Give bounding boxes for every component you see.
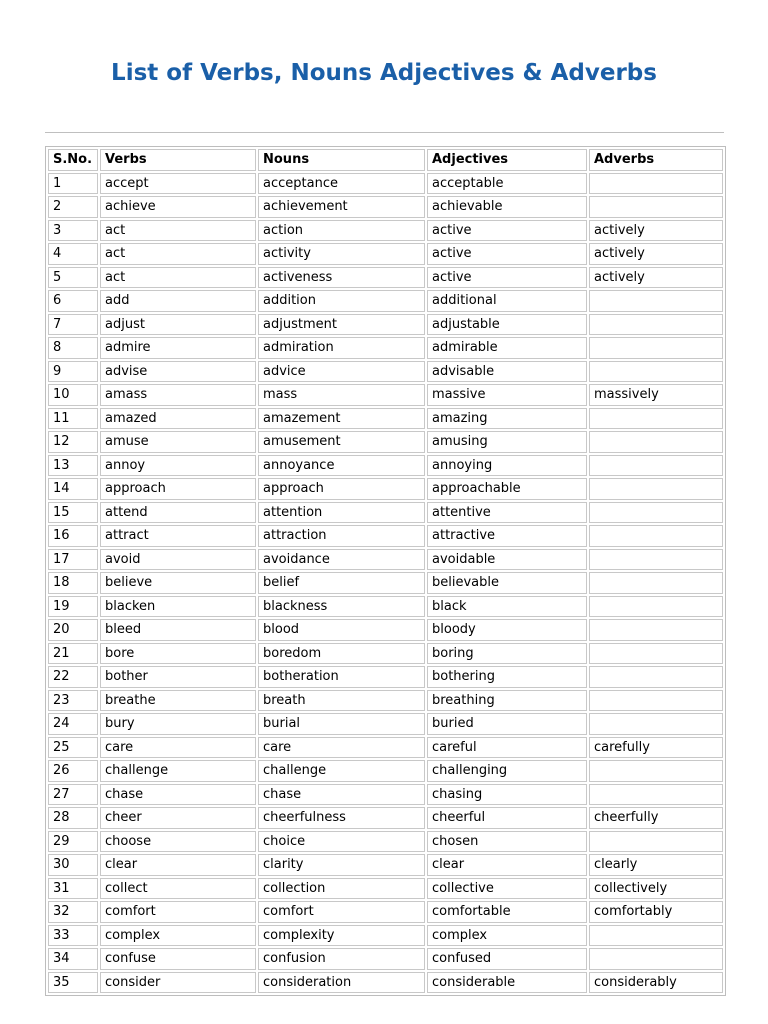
table-row	[48, 502, 723, 524]
cell-noun: chase	[258, 784, 425, 806]
cell-sno: 17	[48, 549, 98, 571]
table-row	[48, 549, 723, 571]
cell-adverb: carefully	[589, 737, 723, 759]
cell-verb: care	[100, 737, 256, 759]
cell-noun: annoyance	[258, 455, 425, 477]
cell-verb: comfort	[100, 901, 256, 923]
table-row	[48, 361, 723, 383]
cell-sno: 2	[48, 196, 98, 218]
cell-adjective: black	[427, 596, 587, 618]
cell-noun: acceptance	[258, 173, 425, 195]
cell-verb: challenge	[100, 760, 256, 782]
cell-sno: 20	[48, 619, 98, 641]
cell-sno: 9	[48, 361, 98, 383]
cell-adverb	[589, 337, 723, 359]
table-row	[48, 243, 723, 265]
cell-adjective: confused	[427, 948, 587, 970]
cell-verb: believe	[100, 572, 256, 594]
cell-sno: 21	[48, 643, 98, 665]
cell-adjective: collective	[427, 878, 587, 900]
cell-adverb	[589, 478, 723, 500]
cell-adjective: challenging	[427, 760, 587, 782]
cell-sno: 35	[48, 972, 98, 994]
cell-verb: bore	[100, 643, 256, 665]
header-adjectives: Adjectives	[427, 149, 587, 171]
page-title: List of Verbs, Nouns Adjectives & Adverbs	[111, 60, 657, 86]
table-row	[48, 878, 723, 900]
cell-adjective: bothering	[427, 666, 587, 688]
table-row	[48, 596, 723, 618]
cell-verb: admire	[100, 337, 256, 359]
cell-sno: 5	[48, 267, 98, 289]
word-forms-table	[45, 146, 726, 996]
cell-verb: act	[100, 267, 256, 289]
cell-noun: comfort	[258, 901, 425, 923]
cell-adverb	[589, 784, 723, 806]
cell-adverb	[589, 196, 723, 218]
cell-adjective: amusing	[427, 431, 587, 453]
cell-noun: care	[258, 737, 425, 759]
cell-sno: 15	[48, 502, 98, 524]
cell-verb: act	[100, 243, 256, 265]
header-adverbs: Adverbs	[589, 149, 723, 171]
cell-adjective: boring	[427, 643, 587, 665]
cell-adverb	[589, 596, 723, 618]
table-row	[48, 901, 723, 923]
cell-adverb	[589, 455, 723, 477]
cell-verb: bury	[100, 713, 256, 735]
table-row	[48, 290, 723, 312]
cell-verb: confuse	[100, 948, 256, 970]
table-row	[48, 854, 723, 876]
cell-verb: amuse	[100, 431, 256, 453]
table-row	[48, 831, 723, 853]
cell-noun: burial	[258, 713, 425, 735]
cell-sno: 34	[48, 948, 98, 970]
cell-verb: approach	[100, 478, 256, 500]
cell-verb: blacken	[100, 596, 256, 618]
table-header-row	[48, 149, 723, 171]
cell-adjective: buried	[427, 713, 587, 735]
cell-adverb: collectively	[589, 878, 723, 900]
cell-sno: 26	[48, 760, 98, 782]
cell-sno: 22	[48, 666, 98, 688]
cell-adverb	[589, 549, 723, 571]
cell-verb: advise	[100, 361, 256, 383]
cell-sno: 33	[48, 925, 98, 947]
cell-verb: cheer	[100, 807, 256, 829]
cell-noun: attraction	[258, 525, 425, 547]
cell-verb: amass	[100, 384, 256, 406]
table-row	[48, 666, 723, 688]
cell-adverb	[589, 713, 723, 735]
table-row	[48, 643, 723, 665]
cell-adjective: breathing	[427, 690, 587, 712]
cell-adjective: active	[427, 267, 587, 289]
cell-noun: addition	[258, 290, 425, 312]
cell-adverb: comfortably	[589, 901, 723, 923]
cell-sno: 28	[48, 807, 98, 829]
table-row	[48, 972, 723, 994]
cell-sno: 12	[48, 431, 98, 453]
cell-adverb	[589, 666, 723, 688]
cell-sno: 10	[48, 384, 98, 406]
cell-noun: attention	[258, 502, 425, 524]
cell-adjective: cheerful	[427, 807, 587, 829]
cell-sno: 32	[48, 901, 98, 923]
cell-noun: amusement	[258, 431, 425, 453]
cell-adverb	[589, 831, 723, 853]
cell-noun: action	[258, 220, 425, 242]
cell-verb: attract	[100, 525, 256, 547]
table-row	[48, 220, 723, 242]
cell-verb: avoid	[100, 549, 256, 571]
cell-noun: breath	[258, 690, 425, 712]
cell-adverb	[589, 948, 723, 970]
cell-adjective: advisable	[427, 361, 587, 383]
cell-adverb	[589, 619, 723, 641]
cell-sno: 7	[48, 314, 98, 336]
cell-verb: bother	[100, 666, 256, 688]
cell-sno: 31	[48, 878, 98, 900]
cell-sno: 4	[48, 243, 98, 265]
table-row	[48, 196, 723, 218]
cell-adverb	[589, 572, 723, 594]
cell-adverb	[589, 690, 723, 712]
cell-verb: clear	[100, 854, 256, 876]
cell-adverb	[589, 760, 723, 782]
cell-adjective: chasing	[427, 784, 587, 806]
cell-adverb: cheerfully	[589, 807, 723, 829]
table-row	[48, 314, 723, 336]
cell-sno: 16	[48, 525, 98, 547]
cell-adverb: clearly	[589, 854, 723, 876]
table-row	[48, 807, 723, 829]
table-row	[48, 572, 723, 594]
cell-adverb: actively	[589, 243, 723, 265]
cell-adjective: massive	[427, 384, 587, 406]
cell-verb: act	[100, 220, 256, 242]
cell-sno: 19	[48, 596, 98, 618]
cell-sno: 24	[48, 713, 98, 735]
cell-adverb: actively	[589, 267, 723, 289]
table-row	[48, 478, 723, 500]
cell-adverb	[589, 173, 723, 195]
cell-noun: approach	[258, 478, 425, 500]
table-row	[48, 784, 723, 806]
cell-adjective: amazing	[427, 408, 587, 430]
cell-verb: breathe	[100, 690, 256, 712]
horizontal-divider	[45, 132, 724, 133]
table-row	[48, 925, 723, 947]
cell-noun: consideration	[258, 972, 425, 994]
cell-adverb	[589, 314, 723, 336]
word-forms-table-container	[45, 146, 724, 996]
cell-adverb	[589, 290, 723, 312]
table-row	[48, 267, 723, 289]
cell-sno: 27	[48, 784, 98, 806]
cell-adjective: attentive	[427, 502, 587, 524]
cell-adverb	[589, 525, 723, 547]
cell-sno: 18	[48, 572, 98, 594]
cell-noun: activeness	[258, 267, 425, 289]
cell-adjective: adjustable	[427, 314, 587, 336]
cell-adjective: comfortable	[427, 901, 587, 923]
cell-adverb	[589, 643, 723, 665]
cell-adjective: chosen	[427, 831, 587, 853]
cell-adjective: admirable	[427, 337, 587, 359]
cell-sno: 8	[48, 337, 98, 359]
cell-adjective: approachable	[427, 478, 587, 500]
cell-noun: avoidance	[258, 549, 425, 571]
table-row	[48, 690, 723, 712]
cell-adjective: achievable	[427, 196, 587, 218]
cell-verb: chase	[100, 784, 256, 806]
cell-noun: confusion	[258, 948, 425, 970]
cell-verb: choose	[100, 831, 256, 853]
header-sno: S.No.	[48, 149, 98, 171]
cell-verb: attend	[100, 502, 256, 524]
cell-verb: annoy	[100, 455, 256, 477]
table-body	[48, 173, 723, 994]
table-row	[48, 737, 723, 759]
cell-verb: amazed	[100, 408, 256, 430]
cell-adjective: clear	[427, 854, 587, 876]
cell-adjective: attractive	[427, 525, 587, 547]
cell-noun: mass	[258, 384, 425, 406]
cell-noun: blood	[258, 619, 425, 641]
cell-noun: clarity	[258, 854, 425, 876]
cell-adjective: avoidable	[427, 549, 587, 571]
cell-noun: choice	[258, 831, 425, 853]
cell-adverb	[589, 502, 723, 524]
cell-noun: achievement	[258, 196, 425, 218]
cell-sno: 6	[48, 290, 98, 312]
cell-verb: achieve	[100, 196, 256, 218]
table-row	[48, 455, 723, 477]
table-row	[48, 384, 723, 406]
cell-noun: activity	[258, 243, 425, 265]
cell-adverb: massively	[589, 384, 723, 406]
cell-noun: collection	[258, 878, 425, 900]
table-row	[48, 431, 723, 453]
header-verbs: Verbs	[100, 149, 256, 171]
cell-sno: 30	[48, 854, 98, 876]
table-row	[48, 713, 723, 735]
cell-adjective: active	[427, 220, 587, 242]
table-row	[48, 760, 723, 782]
cell-verb: accept	[100, 173, 256, 195]
cell-noun: botheration	[258, 666, 425, 688]
cell-adverb: actively	[589, 220, 723, 242]
cell-adjective: careful	[427, 737, 587, 759]
cell-noun: challenge	[258, 760, 425, 782]
cell-adjective: considerable	[427, 972, 587, 994]
cell-sno: 13	[48, 455, 98, 477]
cell-sno: 11	[48, 408, 98, 430]
cell-verb: add	[100, 290, 256, 312]
cell-noun: cheerfulness	[258, 807, 425, 829]
cell-noun: advice	[258, 361, 425, 383]
cell-verb: consider	[100, 972, 256, 994]
cell-adjective: active	[427, 243, 587, 265]
cell-noun: amazement	[258, 408, 425, 430]
cell-sno: 29	[48, 831, 98, 853]
cell-adverb	[589, 408, 723, 430]
cell-sno: 23	[48, 690, 98, 712]
cell-verb: adjust	[100, 314, 256, 336]
cell-adverb	[589, 925, 723, 947]
cell-noun: blackness	[258, 596, 425, 618]
table-row	[48, 619, 723, 641]
cell-noun: complexity	[258, 925, 425, 947]
cell-noun: adjustment	[258, 314, 425, 336]
table-row	[48, 173, 723, 195]
cell-sno: 25	[48, 737, 98, 759]
cell-adjective: believable	[427, 572, 587, 594]
header-nouns: Nouns	[258, 149, 425, 171]
cell-adjective: complex	[427, 925, 587, 947]
cell-adverb	[589, 431, 723, 453]
cell-adverb: considerably	[589, 972, 723, 994]
cell-verb: complex	[100, 925, 256, 947]
cell-adjective: additional	[427, 290, 587, 312]
cell-adverb	[589, 361, 723, 383]
cell-noun: admiration	[258, 337, 425, 359]
cell-adjective: annoying	[427, 455, 587, 477]
cell-sno: 14	[48, 478, 98, 500]
cell-noun: boredom	[258, 643, 425, 665]
cell-adjective: bloody	[427, 619, 587, 641]
table-row	[48, 948, 723, 970]
cell-verb: bleed	[100, 619, 256, 641]
table-row	[48, 337, 723, 359]
cell-sno: 1	[48, 173, 98, 195]
table-row	[48, 525, 723, 547]
cell-adjective: acceptable	[427, 173, 587, 195]
cell-verb: collect	[100, 878, 256, 900]
table-row	[48, 408, 723, 430]
cell-sno: 3	[48, 220, 98, 242]
cell-noun: belief	[258, 572, 425, 594]
